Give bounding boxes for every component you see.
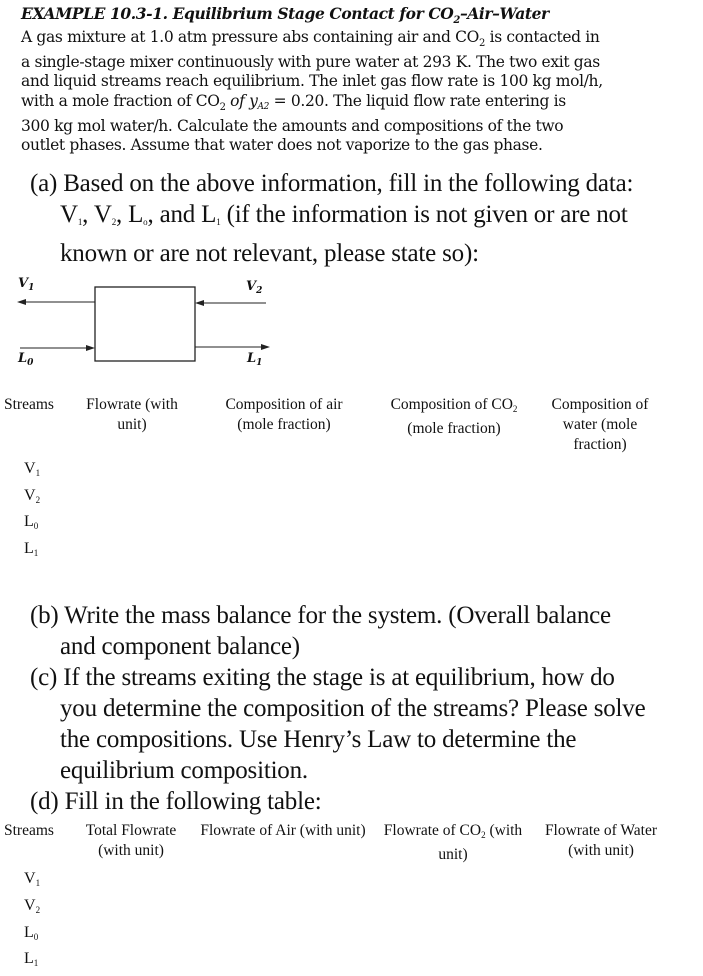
row-stream-v2: $V_2$ [24, 897, 41, 915]
col-header-flowrate-air: Flowrate of Air (with unit) [200, 822, 366, 839]
col-header-flowrate-water: Flowrate of Water (with unit) [544, 822, 658, 859]
example-line [21, 92, 691, 117]
part-c-line2: you determine the composition of the streams? Please solve [60, 695, 646, 722]
col-header-comp-air: Composition of air (mole fraction) [225, 396, 343, 433]
row-stream-v1: $V_1$ [24, 460, 41, 478]
col-header-streams: Streams [4, 822, 54, 839]
col-header-flowrate: Flowrate (with unit) [86, 396, 178, 433]
part-a-line2-tail: (if the information is not given or are not [220, 201, 628, 228]
part-a-line1: (a) Based on the above information, fill in the following data: [30, 170, 634, 197]
example-title-tail: –Air–Water [459, 4, 549, 23]
co2-sub: 2 [219, 101, 226, 113]
col-header-total-flowrate: Total Flowrate (with unit) [85, 822, 177, 859]
row-stream-l0: $L_0$ [24, 924, 39, 942]
ya2-sub: A2 [257, 101, 270, 112]
part-c-line3: the compositions. Use Henry’s Law to determine the [60, 726, 577, 753]
example-title-sub: 2 [453, 15, 460, 26]
example-title-text: EXAMPLE 10.3-1. Equilibrium Stage Contact for CO [21, 4, 454, 23]
row-stream-l1: $L_1$ [24, 950, 39, 968]
row-stream-l0: $L_0$ [24, 513, 39, 531]
col-header-flowrate-co2: Flowrate of $CO_2$ (with unit) [383, 822, 523, 863]
part-d-line1: (d) Fill in the following table: [30, 788, 322, 815]
example-body [21, 28, 691, 155]
example-line-tail: = 0.20. The liquid flow rate entering is [269, 91, 566, 110]
part-a-line3: known or are not relevant, please state so): [60, 240, 479, 267]
label-l0: $L_0$ [18, 351, 34, 368]
row-stream-l1: $L_1$ [24, 540, 39, 558]
row-stream-v1: $V_1$ [24, 870, 41, 888]
example-title [21, 4, 549, 26]
part-b-line2: and component balance) [60, 633, 300, 660]
stage-diagram [0, 272, 300, 372]
example-line: a single-stage mixer continuously with pure water at 293 K. The two exit gas [21, 53, 600, 72]
part-a-line2: $V_1$, $V_2$, $L_o$, and $L_1$ (if the information is not given or are not [60, 201, 628, 228]
co2-sub: 2 [479, 38, 486, 49]
example-line-text: with a mole fraction of CO [21, 91, 220, 110]
example-line: and liquid streams reach equilibrium. The inlet gas flow rate is 100 kg mol/h, [21, 72, 603, 91]
col-header-comp-water: Composition of water (mole fraction) [551, 396, 649, 453]
parts-bcd [30, 600, 703, 817]
part-c-line4: equilibrium composition. [60, 757, 308, 784]
col-header-streams: Streams [4, 396, 54, 413]
example-line-text: A gas mixture at 1.0 atm pressure abs containing air and CO [21, 28, 480, 46]
example-line: 300 kg mol water/h. Calculate the amounts and compositions of the two [21, 116, 564, 135]
example-line-tail: is contacted in [485, 28, 600, 46]
row-stream-v2: $V_2$ [24, 487, 41, 505]
ya2-symbol: of y [225, 91, 258, 110]
label-v1: $V_1$ [18, 276, 35, 293]
label-l1: $L_1$ [247, 351, 263, 368]
col-header-comp-co2: Composition of $CO_2$ (mole fraction) [390, 396, 518, 437]
part-a [30, 168, 703, 269]
example-line [21, 28, 691, 53]
label-v2: $V_2$ [246, 279, 263, 296]
part-c-line1: (c) If the streams exiting the stage is at equilibrium, how do [30, 664, 615, 691]
part-b-line1: (b) Write the mass balance for the system. (Overall balance [30, 602, 611, 629]
example-line: outlet phases. Assume that water does not vaporize to the gas phase. [21, 136, 543, 155]
